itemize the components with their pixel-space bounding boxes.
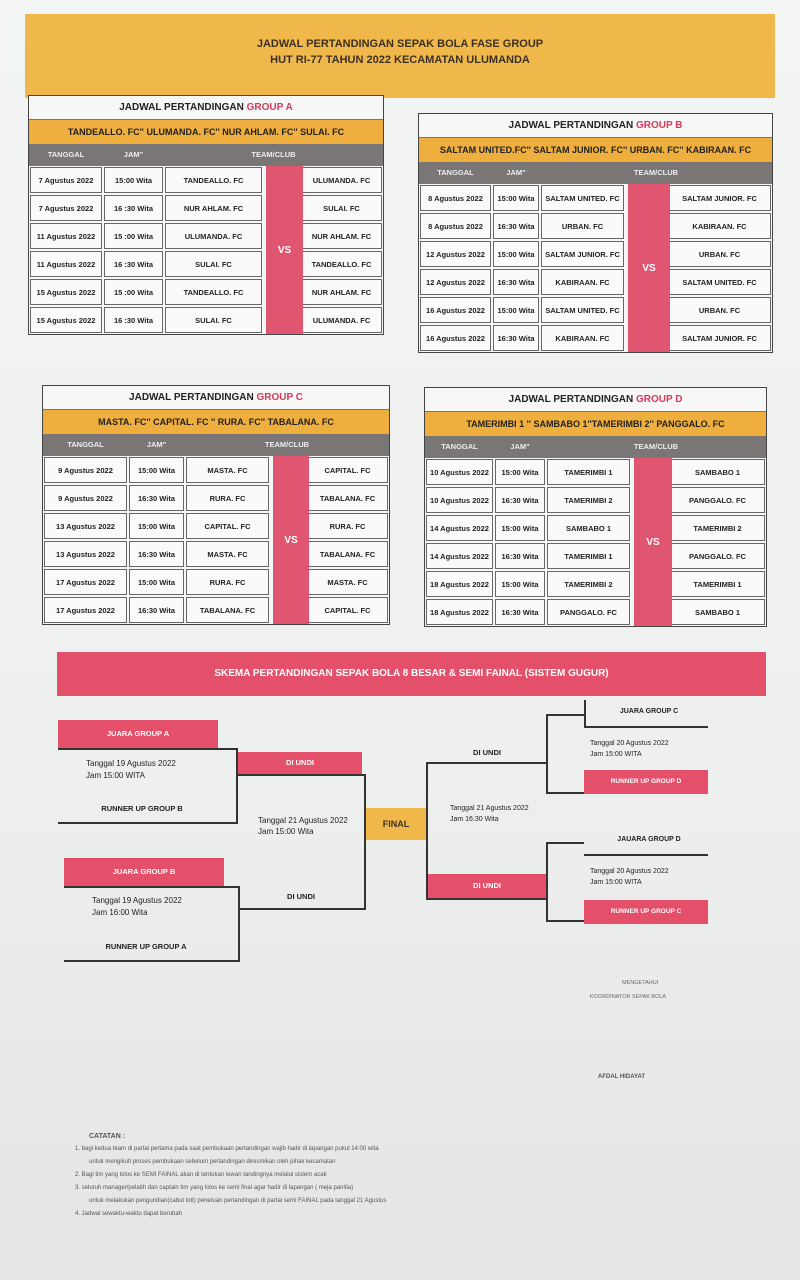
match-row	[425, 486, 766, 514]
left-qf2-date: Tanggal 19 Agustus 2022	[92, 896, 182, 905]
left-qf1-bottom-team: RUNNER UP GROUP B	[101, 804, 183, 813]
home-team: ULUMANDA. FC	[165, 223, 262, 249]
bracket-line	[546, 714, 584, 716]
match-row	[29, 278, 383, 306]
col-team: TEAM/CLUB	[633, 168, 679, 177]
bracket-line	[546, 714, 548, 794]
match-time: 16:30 Wita	[495, 599, 545, 625]
match-date: 10 Agustus 2022	[426, 487, 493, 513]
right-qf1-date: Tanggal 20 Agustus 2022	[590, 740, 669, 747]
away-team: NUR AHLAM. FC	[301, 279, 382, 305]
home-team: MASTA. FC	[186, 457, 269, 483]
match-time: 15:00 Wita	[495, 571, 545, 597]
match-row	[425, 542, 766, 570]
bracket-line	[426, 898, 548, 900]
bracket-title: SKEMA PERTANDINGAN SEPAK BOLA 8 BESAR & SEMI FAINAL (SISTEM GUGUR)	[57, 652, 766, 696]
home-team: SULAI. FC	[165, 251, 262, 277]
away-team: KABIRAAN. FC	[668, 213, 771, 239]
col-team: TEAM/CLUB	[633, 442, 679, 451]
away-team: CAPITAL. FC	[307, 597, 388, 623]
match-time: 15:00 Wita	[129, 513, 184, 539]
match-row	[29, 166, 383, 194]
group-teams: TANDEALLO. FC'' ULUMANDA. FC'' NUR AHLAM. FC'' SULAI. FC	[29, 120, 383, 144]
away-team: TABALANA. FC	[307, 485, 388, 511]
group-table	[424, 387, 767, 627]
note-item: 4. Jadwal sewaktu-waktu dapat berubah	[75, 1211, 183, 1217]
away-team: TAMERIMBI 1	[670, 571, 765, 597]
home-team: URBAN. FC	[541, 213, 624, 239]
note-item: untuk melakukan pengundian(cabut lott) penetuan pertandingan di partai semi FAINAL pada tanggal 21 Agustus	[89, 1198, 387, 1204]
match-time: 15:00 Wita	[129, 457, 184, 483]
group-column-headers	[43, 434, 389, 456]
group-title	[43, 386, 389, 410]
group-body	[419, 184, 772, 352]
match-time: 15 :00 Wita	[104, 223, 163, 249]
away-team: SALTAM JUNIOR. FC	[668, 185, 771, 211]
away-team: RURA. FC	[307, 513, 388, 539]
col-team: TEAM/CLUB	[251, 150, 296, 159]
match-row	[425, 514, 766, 542]
match-row	[419, 212, 772, 240]
left-undi1: DI UNDI	[238, 752, 362, 774]
left-qf1-date: Tanggal 19 Agustus 2022	[86, 759, 176, 768]
vs-label: VS	[628, 184, 670, 352]
away-team: ULUMANDA. FC	[301, 307, 382, 333]
right-qf1-bottom-team: RUNNER UP GROUP D	[584, 770, 708, 794]
match-row	[43, 484, 389, 512]
away-team: TANDEALLO. FC	[301, 251, 382, 277]
group-teams: SALTAM UNITED.FC'' SALTAM JUNIOR. FC'' URBAN. FC'' KABIRAAN. FC	[419, 138, 772, 162]
banner-title-line2: HUT RI-77 TAHUN 2022 KECAMATAN ULUMANDA	[270, 54, 530, 66]
match-row	[43, 456, 389, 484]
bracket-line	[238, 774, 366, 776]
group-column-headers	[419, 162, 772, 184]
match-date: 17 Agustus 2022	[44, 597, 127, 623]
match-row	[419, 240, 772, 268]
match-date: 13 Agustus 2022	[44, 513, 127, 539]
away-team: CAPITAL. FC	[307, 457, 388, 483]
banner-title-line1: JADWAL PERTANDINGAN SEPAK BOLA FASE GROUP	[256, 38, 544, 50]
match-time: 16:30 Wita	[129, 485, 184, 511]
home-team: PANGGALO. FC	[547, 599, 630, 625]
signature-name: AFDAL HIDAYAT	[598, 1074, 646, 1080]
match-row	[425, 570, 766, 598]
away-team: PANGGALO. FC	[670, 543, 765, 569]
match-date: 7 Agustus 2022	[30, 167, 102, 193]
match-time: 16:30 Wita	[493, 213, 539, 239]
match-time: 15 :00 Wita	[104, 279, 163, 305]
right-qf1-top-team: JUARA GROUP C	[619, 708, 679, 715]
match-date: 15 Agustus 2022	[30, 307, 102, 333]
group-title	[425, 388, 766, 412]
bracket-line	[584, 854, 708, 856]
away-team: TABALANA. FC	[307, 541, 388, 567]
col-jam: JAM"	[506, 168, 526, 177]
away-team: TAMERIMBI 2	[670, 515, 765, 541]
group-title-name: GROUP B	[635, 120, 683, 131]
match-time: 15:00 Wita	[495, 515, 545, 541]
match-date: 15 Agustus 2022	[30, 279, 102, 305]
home-team: TAMERIMBI 2	[547, 571, 630, 597]
notes-heading: CATATAN :	[89, 1133, 126, 1140]
group-teams: TAMERIMBI 1 '' SAMBABO 1''TAMERIMBI 2'' PANGGALO. FC	[425, 412, 766, 436]
match-date: 14 Agustus 2022	[426, 515, 493, 541]
left-qf2-bottom-team: RUNNER UP GROUP A	[105, 942, 187, 951]
title-banner	[25, 14, 775, 98]
match-time: 15:00 Wita	[129, 569, 184, 595]
notes	[75, 1130, 535, 1221]
match-date: 17 Agustus 2022	[44, 569, 127, 595]
col-jam: JAM"	[123, 150, 144, 159]
left-sf-time: Jam 15:00 Wita	[258, 827, 314, 836]
home-team: KABIRAAN. FC	[541, 269, 624, 295]
left-sf-date: Tanggal 21 Agustus 2022	[258, 816, 348, 825]
away-team: SALTAM JUNIOR. FC	[668, 325, 771, 351]
col-tanggal: TANGGAL	[67, 440, 104, 449]
vs-label: VS	[266, 166, 303, 334]
match-time: 15:00 Wita	[104, 167, 163, 193]
right-qf2-date: Tanggal 20 Agustus 2022	[590, 868, 669, 875]
match-row	[43, 596, 389, 624]
away-team: SULAI. FC	[301, 195, 382, 221]
signature-role: KOORDINATOR SEPAK BOLA	[590, 994, 667, 1000]
match-time: 16:30 Wita	[493, 269, 539, 295]
match-row	[43, 568, 389, 596]
away-team: SAMBABO 1	[670, 459, 765, 485]
bracket-line	[58, 748, 238, 750]
match-date: 14 Agustus 2022	[426, 543, 493, 569]
match-date: 16 Agustus 2022	[420, 325, 491, 351]
group-title-name: GROUP A	[246, 102, 293, 113]
away-team: MASTA. FC	[307, 569, 388, 595]
left-undi2: DI UNDI	[287, 892, 315, 901]
match-time: 16:30 Wita	[129, 597, 184, 623]
home-team: SALTAM UNITED. FC	[541, 185, 624, 211]
away-team: URBAN. FC	[668, 297, 771, 323]
right-qf2-time: Jam 15:00 WITA	[590, 879, 642, 886]
away-team: PANGGALO. FC	[670, 487, 765, 513]
group-column-headers	[29, 144, 383, 166]
home-team: CAPITAL. FC	[186, 513, 269, 539]
group-body	[29, 166, 383, 334]
match-date: 9 Agustus 2022	[44, 457, 127, 483]
col-tanggal: TANGGAL	[47, 150, 85, 159]
bracket-line	[364, 774, 366, 910]
right-sf-date: Tanggal 21 Agustus 2022	[450, 805, 529, 812]
left-qf2-top-team: JUARA GROUP B	[64, 858, 224, 886]
home-team: SULAI. FC	[165, 307, 262, 333]
right-qf1-time: Jam 15:00 WITA	[590, 751, 642, 758]
match-row	[419, 296, 772, 324]
away-team: ULUMANDA. FC	[301, 167, 382, 193]
match-date: 11 Agustus 2022	[30, 251, 102, 277]
group-title-prefix: JADWAL PERTANDINGAN	[508, 120, 634, 131]
signature-known: MENGETAHUI	[622, 980, 659, 986]
home-team: RURA. FC	[186, 485, 269, 511]
home-team: TAMERIMBI 2	[547, 487, 630, 513]
bracket-line	[546, 920, 584, 922]
match-time: 16:30 Wita	[495, 487, 545, 513]
match-time: 16 :30 Wita	[104, 251, 163, 277]
match-row	[29, 222, 383, 250]
note-item: untuk mengikuti proses pembukaan sebelum pertandingan diresmikan oleh pihak kecamatan	[89, 1159, 336, 1165]
home-team: NUR AHLAM. FC	[165, 195, 262, 221]
match-row	[419, 268, 772, 296]
home-team: TANDEALLO. FC	[165, 167, 262, 193]
group-column-headers	[425, 436, 766, 458]
match-time: 16:30 Wita	[493, 325, 539, 351]
group-title-name: GROUP C	[256, 392, 303, 403]
match-date: 18 Agustus 2022	[426, 599, 493, 625]
home-team: SALTAM UNITED. FC	[541, 297, 624, 323]
match-row	[29, 306, 383, 334]
match-date: 18 Agustus 2022	[426, 571, 493, 597]
left-qf2-time: Jam 16:00 Wita	[92, 908, 148, 917]
match-row	[43, 512, 389, 540]
match-date: 10 Agustus 2022	[426, 459, 493, 485]
bracket-line	[546, 842, 548, 922]
match-time: 16:30 Wita	[495, 543, 545, 569]
bracket-line	[240, 908, 366, 910]
away-team: NUR AHLAM. FC	[301, 223, 382, 249]
bracket-line	[584, 700, 586, 726]
match-date: 12 Agustus 2022	[420, 241, 491, 267]
match-row	[29, 194, 383, 222]
match-row	[425, 598, 766, 626]
bracket-line	[64, 886, 240, 888]
away-team: SALTAM UNITED. FC	[668, 269, 771, 295]
right-undi2: DI UNDI	[428, 874, 546, 898]
right-sf-time: Jam 16:30 Wita	[450, 816, 499, 823]
home-team: SAMBABO 1	[547, 515, 630, 541]
group-title	[29, 96, 383, 120]
match-row	[43, 540, 389, 568]
col-tanggal: TANGGAL	[441, 442, 478, 451]
group-body	[425, 458, 766, 626]
bracket-line	[58, 822, 238, 824]
match-time: 15:00 Wita	[493, 241, 539, 267]
group-title-name: GROUP D	[635, 394, 683, 405]
bracket-line	[426, 762, 548, 764]
home-team: TAMERIMBI 1	[547, 459, 630, 485]
match-row	[29, 250, 383, 278]
right-qf2-top-team: JAUARA GROUP D	[617, 836, 681, 843]
col-tanggal: TANGGAL	[437, 168, 474, 177]
match-date: 8 Agustus 2022	[420, 185, 491, 211]
group-table	[28, 95, 384, 335]
bracket-line	[584, 726, 708, 728]
match-row	[419, 324, 772, 352]
group-table	[42, 385, 390, 625]
col-jam: JAM"	[510, 442, 530, 451]
match-date: 11 Agustus 2022	[30, 223, 102, 249]
home-team: TABALANA. FC	[186, 597, 269, 623]
note-item: 1. bagi kedua team di partai pertama pada saat pembukaan pertandingan wajib hadir di lapangan pukul 14:00 wita	[75, 1146, 379, 1152]
bracket-line	[546, 842, 584, 844]
match-date: 7 Agustus 2022	[30, 195, 102, 221]
vs-label: VS	[273, 456, 309, 624]
final-label: FINAL	[366, 808, 426, 840]
home-team: SALTAM JUNIOR. FC	[541, 241, 624, 267]
home-team: TANDEALLO. FC	[165, 279, 262, 305]
home-team: TAMERIMBI 1	[547, 543, 630, 569]
away-team: SAMBABO 1	[670, 599, 765, 625]
match-time: 16:30 Wita	[129, 541, 184, 567]
group-title-prefix: JADWAL PERTANDINGAN	[129, 392, 254, 403]
group-table	[418, 113, 773, 353]
right-qf2-bottom-team: RUNNER UP GROUP C	[584, 900, 708, 924]
vs-label: VS	[634, 458, 672, 626]
note-item: 3. seluruh manager/pelatih dan captain tim yang lolos ke semi final agar hadir di lapangan ( meja panitia)	[75, 1185, 354, 1191]
match-date: 12 Agustus 2022	[420, 269, 491, 295]
note-item: 2. Bagi tim yang lolos ke SEMI FAINAL akan di tentukan lewan tandingnya melalui sistem acak	[75, 1172, 327, 1178]
left-qf1-time: Jam 15:00 WITA	[86, 771, 145, 780]
match-time: 15:00 Wita	[493, 185, 539, 211]
col-team: TEAM/CLUB	[264, 440, 310, 449]
col-jam: JAM"	[146, 440, 167, 449]
match-row	[425, 458, 766, 486]
home-team: KABIRAAN. FC	[541, 325, 624, 351]
match-time: 15:00 Wita	[493, 297, 539, 323]
group-body	[43, 456, 389, 624]
match-date: 8 Agustus 2022	[420, 213, 491, 239]
match-row	[419, 184, 772, 212]
match-time: 16 :30 Wita	[104, 195, 163, 221]
right-undi1: DI UNDI	[473, 748, 501, 757]
match-time: 15:00 Wita	[495, 459, 545, 485]
bracket-line	[546, 792, 584, 794]
match-date: 9 Agustus 2022	[44, 485, 127, 511]
match-date: 13 Agustus 2022	[44, 541, 127, 567]
match-time: 16 :30 Wita	[104, 307, 163, 333]
away-team: URBAN. FC	[668, 241, 771, 267]
group-title-prefix: JADWAL PERTANDINGAN	[508, 394, 634, 405]
group-title-prefix: JADWAL PERTANDINGAN	[119, 102, 244, 113]
match-date: 16 Agustus 2022	[420, 297, 491, 323]
bracket-line	[64, 960, 240, 962]
home-team: RURA. FC	[186, 569, 269, 595]
group-title	[419, 114, 772, 138]
group-teams: MASTA. FC'' CAPITAL. FC '' RURA. FC'' TABALANA. FC	[43, 410, 389, 434]
left-qf1-top-team: JUARA GROUP A	[58, 720, 218, 748]
home-team: MASTA. FC	[186, 541, 269, 567]
